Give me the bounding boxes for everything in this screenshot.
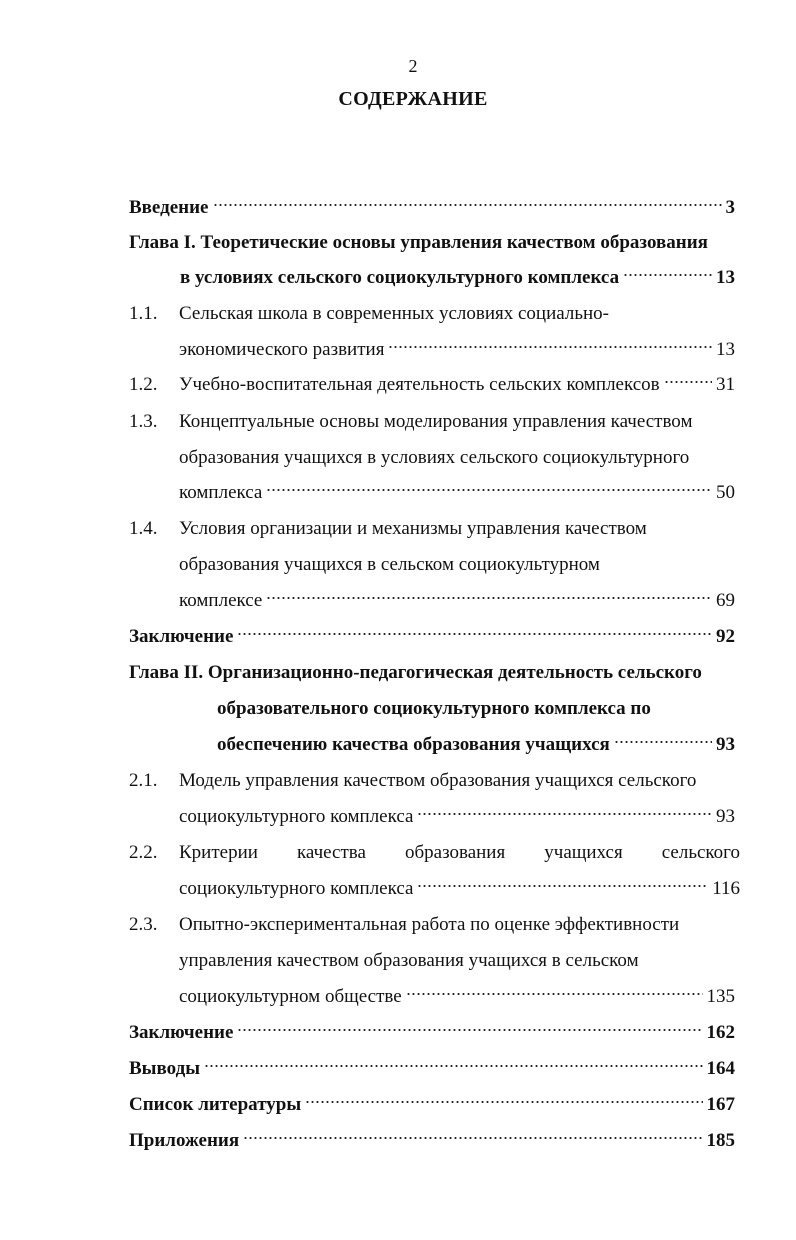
dot-leader	[388, 344, 712, 350]
toc-section-2-1	[179, 805, 735, 829]
toc-section-1-1-line1	[179, 302, 739, 326]
toc-page-number: 50	[716, 482, 735, 503]
toc-entry-conclusions	[129, 1057, 735, 1081]
toc-page-number: 135	[706, 986, 735, 1007]
toc-section-2-2-line1	[179, 841, 740, 865]
page-title: СОДЕРЖАНИЕ	[338, 88, 488, 110]
toc-entry-title: комплекса	[179, 482, 263, 503]
toc-page-number: 3	[725, 197, 735, 218]
dot-leader	[213, 202, 722, 208]
toc-entry-appendices	[129, 1129, 735, 1153]
toc-page-number: 93	[716, 806, 735, 827]
toc-entry-title: образовательного социокультурного комплекса по	[217, 698, 651, 719]
toc-chapter-1-line1	[129, 231, 739, 255]
toc-word: учащихся	[544, 842, 623, 863]
toc-page-number: 116	[712, 878, 740, 899]
dot-leader	[266, 487, 712, 493]
toc-page-number: 162	[706, 1022, 735, 1043]
section-number: 2.3.	[129, 914, 158, 935]
toc-entry-title: Список литературы	[129, 1094, 302, 1115]
toc-section-2-3-line2	[179, 949, 739, 973]
toc-section-2-2	[179, 877, 740, 901]
toc-entry-title: образования учащихся в сельском социокультурном	[179, 554, 600, 575]
toc-entry-conclusion-1	[129, 625, 735, 649]
toc-page-number: 13	[716, 267, 735, 288]
toc-page-number: 167	[706, 1094, 735, 1115]
dot-leader	[237, 1027, 702, 1033]
toc-section-2-1-line1	[179, 769, 739, 793]
toc-section-1-3-line2	[179, 446, 739, 470]
dot-leader	[623, 272, 712, 278]
toc-entry-intro	[129, 196, 735, 220]
toc-entry-title: Глава I. Теоретические основы управления качеством образования	[129, 232, 708, 253]
toc-entry-title: Глава II. Организационно-педагогическая деятельность сельского	[129, 662, 702, 683]
dot-leader	[237, 631, 712, 637]
toc-entry-title: социокультурного комплекса	[179, 806, 414, 827]
toc-entry-title: Учебно-воспитательная деятельность сельских комплексов	[179, 374, 660, 395]
dot-leader	[305, 1099, 702, 1105]
toc-chapter-2	[217, 733, 735, 757]
toc-entry-title: Концептуальные основы моделирования управления качеством	[179, 411, 693, 432]
toc-entry-title: Сельская школа в современных условиях социально-	[179, 303, 610, 324]
dot-leader	[266, 595, 712, 601]
toc-entry-title: Заключение	[129, 1022, 234, 1043]
toc-section-1-4-line2	[179, 553, 739, 577]
toc-entry-title: социокультурном обществе	[179, 986, 402, 1007]
dot-leader	[243, 1135, 702, 1141]
section-number: 1.4.	[129, 518, 158, 539]
toc-word: сельского	[661, 842, 740, 863]
page-number: 2	[408, 56, 418, 76]
toc-entry-title: Введение	[129, 197, 209, 218]
dot-leader	[406, 991, 703, 997]
dot-leader	[614, 739, 712, 745]
toc-word: качества	[296, 842, 366, 863]
toc-entry-title: Выводы	[129, 1058, 201, 1079]
toc-entry-title: Опытно-экспериментальная работа по оценке эффективности	[179, 914, 680, 935]
toc-chapter-2-line2	[217, 697, 737, 721]
toc-section-1-1	[179, 338, 735, 362]
toc-section-1-4	[179, 589, 735, 613]
toc-entry-title: комплексе	[179, 590, 263, 611]
toc-entry-title: Заключение	[129, 626, 234, 647]
toc-page-number: 93	[716, 734, 735, 755]
section-number: 2.1.	[129, 770, 158, 791]
section-number: 1.2.	[129, 374, 158, 395]
toc-entry-references	[129, 1093, 735, 1117]
dot-leader	[664, 379, 712, 385]
toc-chapter-2-line1	[129, 661, 739, 685]
toc-page-number: 69	[716, 590, 735, 611]
toc-entry-title: образования учащихся в условиях сельского социокультурного	[179, 447, 690, 468]
toc-page-number: 13	[716, 339, 735, 360]
toc-page-number: 31	[716, 374, 735, 395]
toc-chapter-1	[180, 266, 735, 290]
toc-section-1-4-line1	[179, 517, 739, 541]
toc-entry-title: Модель управления качеством образования учащихся сельского	[179, 770, 697, 791]
toc-section-1-3	[179, 481, 735, 505]
dot-leader	[417, 811, 712, 817]
toc-word: образования	[404, 842, 506, 863]
toc-entry-title: экономического развития	[179, 339, 385, 360]
toc-entry-title: обеспечению качества образования учащихся	[217, 734, 610, 755]
dot-leader	[417, 883, 708, 889]
toc-entry-title: социокультурного комплекса	[179, 878, 414, 899]
section-number: 1.3.	[129, 411, 158, 432]
toc-page-number: 92	[716, 626, 735, 647]
toc-section-1-3-line1	[179, 410, 739, 434]
toc-page-number: 164	[706, 1058, 735, 1079]
toc-section-2-3-line1	[179, 913, 739, 937]
toc-entry-title: управления качеством образования учащихся в сельском	[179, 950, 639, 971]
toc-entry-conclusion-2	[129, 1021, 735, 1045]
toc-section-1-2	[179, 373, 735, 397]
toc-entry-title: Условия организации и механизмы управления качеством	[179, 518, 647, 539]
toc-page-number: 185	[706, 1130, 735, 1151]
section-number: 1.1.	[129, 303, 158, 324]
toc-entry-title: Приложения	[129, 1130, 240, 1151]
toc-word: Критерии	[179, 842, 258, 863]
toc-section-2-3	[179, 985, 735, 1009]
dot-leader	[204, 1063, 702, 1069]
toc-entry-title: в условиях сельского социокультурного комплекса	[180, 267, 620, 288]
section-number: 2.2.	[129, 842, 158, 863]
